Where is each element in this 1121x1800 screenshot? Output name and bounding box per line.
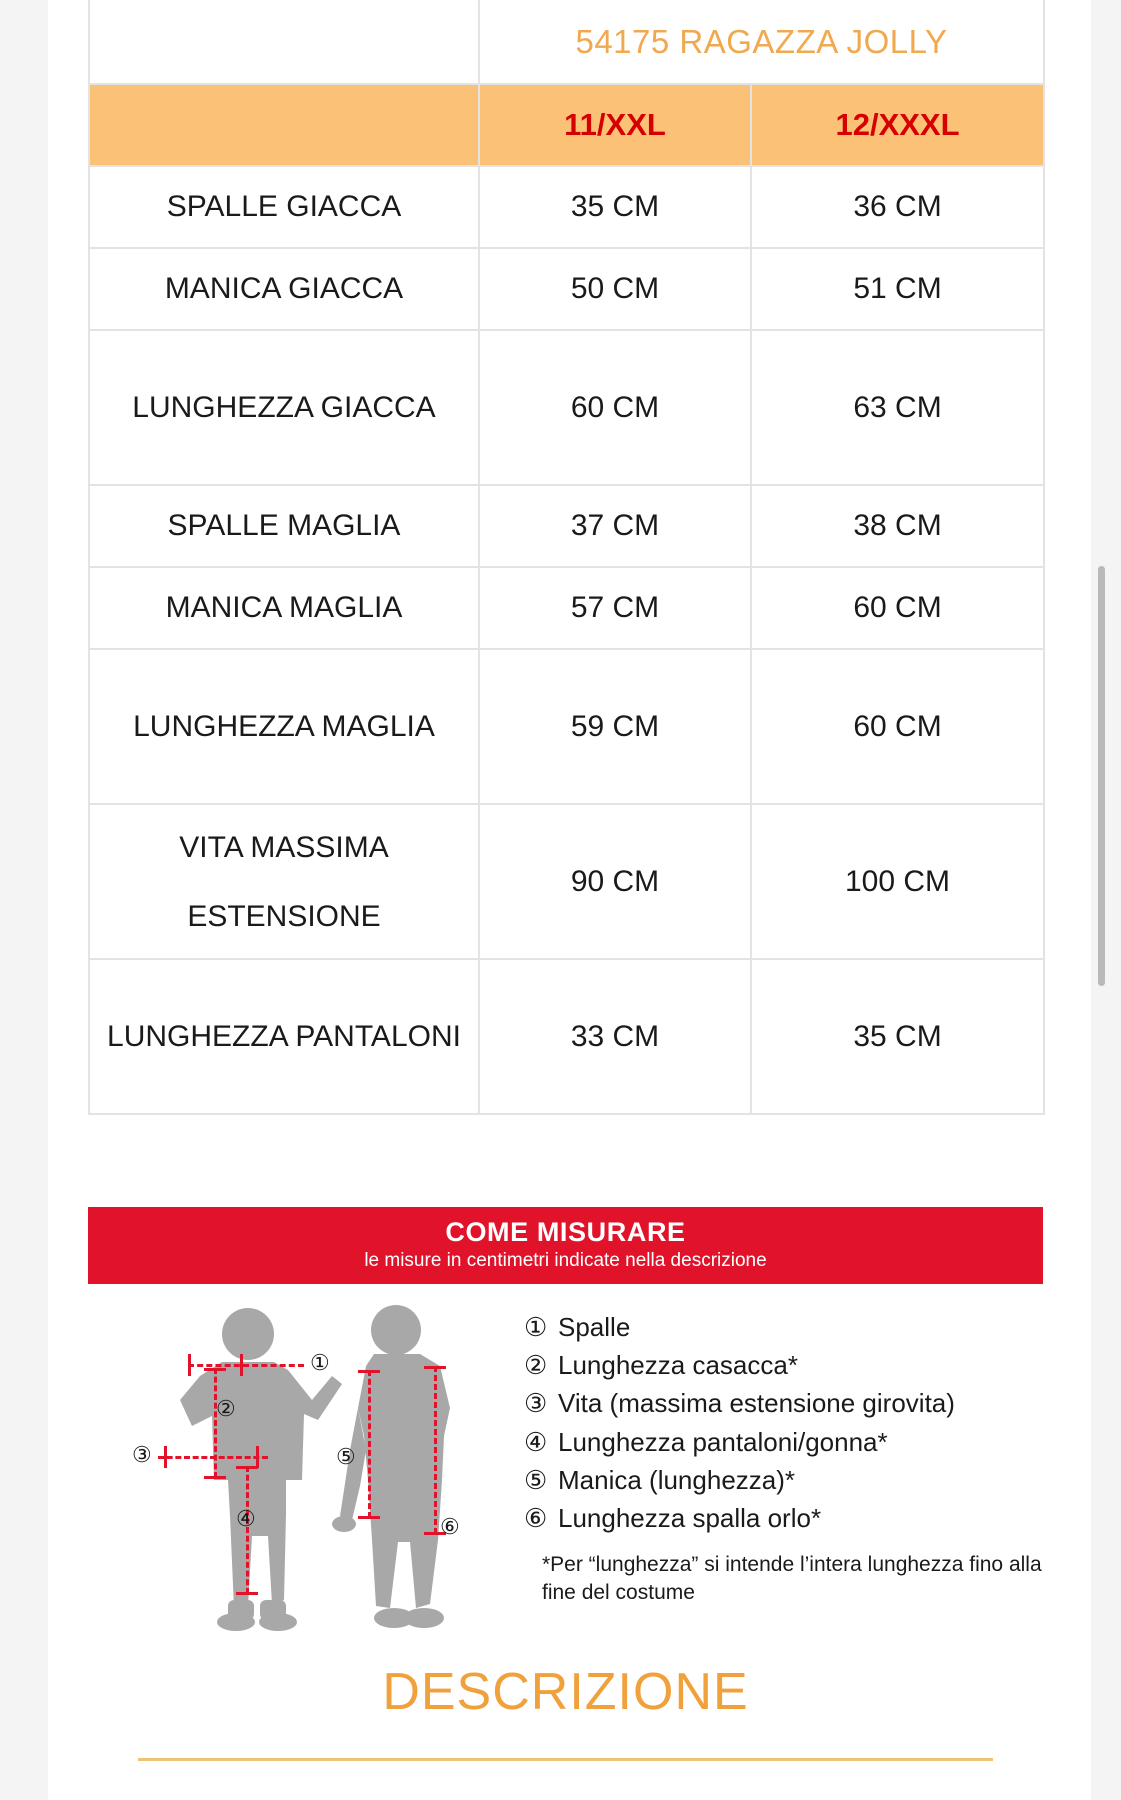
trouser-length-cap-top	[236, 1466, 258, 1469]
row-value: 37 CM	[479, 485, 751, 567]
table-row	[89, 330, 1044, 485]
row-label: MANICA MAGLIA	[89, 567, 479, 649]
measurement-legend	[518, 1298, 1043, 1628]
marker-4: ④	[236, 1506, 256, 1531]
row-value: 60 CM	[479, 330, 751, 485]
legend-number-3: ③	[524, 1388, 548, 1419]
legend-item-6	[524, 1499, 1043, 1537]
row-value: 35 CM	[479, 166, 751, 248]
table-row	[89, 166, 1044, 248]
table-row	[89, 485, 1044, 567]
shoulder-to-hem-line	[434, 1366, 437, 1534]
row-value: 60 CM	[751, 567, 1044, 649]
page-content	[48, 0, 1091, 1761]
legend-text-3: Vita (massima estensione girovita)	[558, 1388, 955, 1419]
legend-item-4	[524, 1423, 1043, 1461]
sleeve-length-cap-bottom	[358, 1516, 380, 1519]
shoulder-measure-cap-left	[188, 1354, 191, 1376]
legend-number-1: ①	[524, 1312, 548, 1342]
tunic-length-cap-bottom	[204, 1476, 226, 1479]
row-value: 100 CM	[751, 804, 1044, 959]
table-header-row	[89, 84, 1044, 166]
row-label: LUNGHEZZA PANTALONI	[89, 959, 479, 1114]
legend-text-1: Spalle	[558, 1312, 631, 1342]
table-row	[89, 804, 1044, 959]
legend-item-3	[524, 1384, 1043, 1422]
row-value: 51 CM	[751, 248, 1044, 330]
table-row	[89, 567, 1044, 649]
table-row	[89, 248, 1044, 330]
marker-3: ③	[132, 1442, 152, 1467]
shoulder-measure-line	[188, 1364, 304, 1367]
legend-number-6: ⑥	[524, 1503, 548, 1534]
legend-text-5: Manica (lunghezza)*	[558, 1464, 796, 1495]
column-header-size-2: 12/XXXL	[751, 84, 1044, 166]
description-section	[88, 1662, 1043, 1761]
marker-2: ②	[216, 1396, 236, 1421]
trouser-length-cap-bottom	[236, 1592, 258, 1595]
legend-number-5: ⑤	[524, 1464, 548, 1495]
row-value: 59 CM	[479, 649, 751, 804]
sleeve-length-cap-top	[358, 1370, 380, 1373]
shoulder-to-hem-cap-top	[424, 1366, 446, 1369]
waist-measure-line	[158, 1456, 268, 1459]
legend-item-1	[524, 1308, 1043, 1346]
row-value: 90 CM	[479, 804, 751, 959]
how-to-measure-body	[88, 1284, 1043, 1638]
legend-text-4: Lunghezza pantaloni/gonna*	[558, 1426, 888, 1457]
shoulder-measure-cap-right	[240, 1354, 243, 1376]
scrollbar-thumb[interactable]	[1098, 566, 1105, 986]
row-value: 57 CM	[479, 567, 751, 649]
row-value: 60 CM	[751, 649, 1044, 804]
waist-measure-cap-right	[256, 1446, 259, 1468]
product-title: 54175 RAGAZZA JOLLY	[479, 0, 1044, 84]
tunic-length-cap-top	[204, 1368, 226, 1371]
legend-number-2: ②	[524, 1350, 548, 1381]
row-value: 63 CM	[751, 330, 1044, 485]
legend-item-5	[524, 1461, 1043, 1499]
scrollbar-track[interactable]	[1106, 0, 1113, 1800]
row-label: SPALLE MAGLIA	[89, 485, 479, 567]
page-gutter-left	[0, 0, 48, 1800]
column-header-size-1: 11/XXL	[479, 84, 751, 166]
how-to-measure-panel	[88, 1207, 1043, 1638]
table-title-row	[89, 0, 1044, 84]
row-value: 33 CM	[479, 959, 751, 1114]
how-to-measure-title: COME MISURARE	[445, 1217, 686, 1247]
row-label: VITA MASSIMA ESTENSIONE	[89, 804, 479, 959]
legend-item-2	[524, 1346, 1043, 1384]
description-title: DESCRIZIONE	[382, 1663, 749, 1721]
marker-1: ①	[310, 1350, 330, 1375]
table-row	[89, 649, 1044, 804]
row-value: 38 CM	[751, 485, 1044, 567]
row-label: LUNGHEZZA GIACCA	[89, 330, 479, 485]
row-label: MANICA GIACCA	[89, 248, 479, 330]
row-value: 36 CM	[751, 166, 1044, 248]
legend-number-4: ④	[524, 1426, 548, 1457]
marker-6: ⑥	[440, 1514, 460, 1539]
row-value: 35 CM	[751, 959, 1044, 1114]
legend-text-6: Lunghezza spalla orlo*	[558, 1503, 822, 1534]
row-label: SPALLE GIACCA	[89, 166, 479, 248]
title-row-blank-cell	[89, 0, 479, 84]
header-blank-cell	[89, 84, 479, 166]
legend-footnote: *Per “lunghezza” si intende l’intera lunghezza fino alla fine del costume	[542, 1553, 1042, 1604]
row-value: 50 CM	[479, 248, 751, 330]
tunic-length-line	[214, 1368, 217, 1478]
how-to-measure-subtitle: le misure in centimetri indicate nella descrizione	[364, 1250, 767, 1271]
description-divider	[138, 1758, 993, 1761]
legend-text-2: Lunghezza casacca*	[558, 1350, 798, 1381]
size-chart-table	[88, 0, 1045, 1115]
table-row	[89, 959, 1044, 1114]
measurement-diagram	[88, 1298, 518, 1628]
how-to-measure-header	[88, 1207, 1043, 1284]
waist-measure-cap-left	[164, 1446, 167, 1468]
row-label: LUNGHEZZA MAGLIA	[89, 649, 479, 804]
marker-5: ⑤	[336, 1444, 356, 1469]
sleeve-length-line	[368, 1370, 371, 1518]
